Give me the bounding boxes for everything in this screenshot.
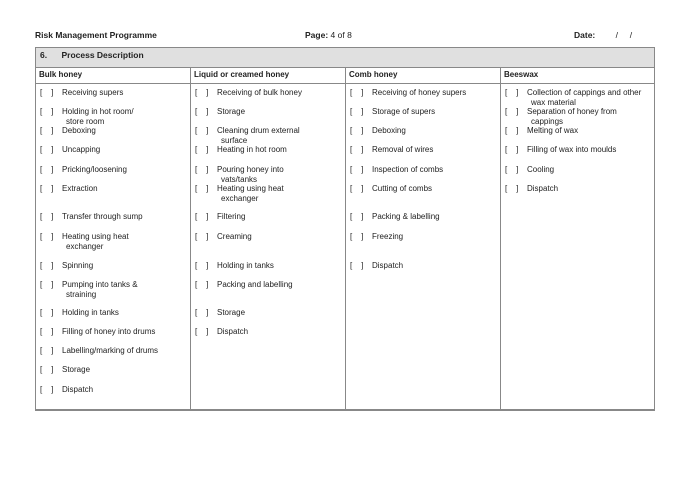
item-label: Pouring honey into [217,165,284,174]
checkbox-icon[interactable]: [ ] [505,145,519,154]
item-label: Inspection of combs [372,165,444,174]
checkbox-icon[interactable]: [ ] [350,107,364,116]
checklist-item[interactable] [505,107,650,126]
item-label: Extraction [62,184,98,193]
checklist-item[interactable] [350,107,496,117]
date-field [574,30,632,40]
item-label: Heating in hot room [217,145,287,154]
item-label: Holding in hot room/ [62,107,134,116]
checkbox-icon[interactable]: [ ] [505,88,519,97]
checklist-item[interactable] [505,184,650,194]
item-label: Cooling [527,165,555,174]
checklist-item[interactable] [350,184,496,194]
column-heading: Beeswax [501,68,654,84]
column-bulk-honey [36,68,191,409]
checklist-item[interactable] [350,126,496,136]
item-label: Cleaning drum external [217,126,300,135]
item-label-continued: exchanger [221,194,259,203]
checkbox-icon[interactable]: [ ] [350,145,364,154]
checkbox-icon[interactable]: [ ] [40,107,54,116]
item-label: Dispatch [527,184,559,193]
section-header [36,48,654,68]
page-label: Page: [305,30,329,40]
item-label: Cutting of combs [372,184,433,193]
checkbox-icon[interactable]: [ ] [195,308,209,317]
column-heading: Bulk honey [36,68,190,84]
checklist-item[interactable] [40,126,186,136]
checkbox-icon[interactable]: [ ] [195,232,209,241]
checkbox-icon[interactable]: [ ] [505,107,519,116]
item-label: Removal of wires [372,145,434,154]
item-label: Deboxing [372,126,406,135]
item-label: Holding in tanks [62,308,119,317]
checklist-item[interactable] [195,165,341,184]
item-label: Melting of wax [527,126,579,135]
checklist-item[interactable] [350,232,496,242]
item-label: Freezing [372,232,404,241]
item-label: Separation of honey from [527,107,617,116]
item-label: Storage of supers [372,107,436,116]
checkbox-icon[interactable]: [ ] [40,184,54,193]
checkbox-icon[interactable]: [ ] [40,308,54,317]
checklist-item[interactable] [350,261,496,271]
checkbox-icon[interactable]: [ ] [40,145,54,154]
page-total: 8 [347,30,352,40]
checkbox-icon[interactable]: [ ] [195,212,209,221]
item-label: Spinning [62,261,94,270]
item-label: Storage [217,107,246,116]
checklist-item[interactable] [40,385,186,395]
checklist-item[interactable] [40,308,186,318]
checklist-item[interactable] [195,261,341,271]
checklist-item[interactable] [195,308,341,318]
item-label: Receiving supers [62,88,124,97]
item-label: Receiving of honey supers [372,88,467,97]
section-title: Process Description [61,50,144,60]
checkbox-icon[interactable]: [ ] [195,145,209,154]
checkbox-icon[interactable]: [ ] [350,126,364,135]
item-label: Uncapping [62,145,101,154]
item-label-continued: wax material [531,98,576,107]
checkbox-icon[interactable]: [ ] [40,126,54,135]
checkbox-icon[interactable]: [ ] [40,212,54,221]
checkbox-icon[interactable]: [ ] [505,184,519,193]
checkbox-icon[interactable]: [ ] [40,280,54,289]
checkbox-icon[interactable]: [ ] [40,346,54,355]
checklist-item[interactable] [350,88,496,98]
item-label: Packing & labelling [372,212,440,221]
checkbox-icon[interactable]: [ ] [195,280,209,289]
date-label: Date: [574,30,596,40]
item-label: Pricking/loosening [62,165,127,174]
item-label: Filling of honey into drums [62,327,156,336]
item-label-continued: exchanger [66,242,104,251]
checklist-item[interactable] [40,280,186,299]
checkbox-icon[interactable]: [ ] [505,126,519,135]
item-label: Heating using heat [217,184,284,193]
date-value[interactable]: / / [615,30,633,40]
page-of: of [337,30,345,40]
item-label: Deboxing [62,126,96,135]
item-label: Filling of wax into moulds [527,145,617,154]
checklist-item[interactable] [40,184,186,194]
item-label-continued: cappings [531,117,564,126]
checklist-item[interactable] [195,280,341,290]
checklist-item[interactable] [195,126,341,145]
checklist-item[interactable] [40,145,186,155]
checklist-item[interactable] [350,212,496,222]
item-label-continued: store room [66,117,105,126]
checklist-item[interactable] [195,88,341,98]
column-heading: Comb honey [346,68,500,84]
item-label-continued: surface [221,136,248,145]
column-comb-honey [346,68,501,409]
column-heading: Liquid or creamed honey [191,68,345,84]
checkbox-icon[interactable]: [ ] [195,261,209,270]
checkbox-icon[interactable]: [ ] [40,88,54,97]
checklist-item[interactable] [505,165,650,175]
checkbox-icon[interactable]: [ ] [195,107,209,116]
checklist-item[interactable] [40,346,186,356]
column-beeswax [501,68,654,409]
section-number: 6. [40,50,48,60]
checkbox-icon[interactable]: [ ] [40,327,54,336]
checklist-item[interactable] [40,107,186,126]
checkbox-icon[interactable]: [ ] [350,232,364,241]
checkbox-icon[interactable]: [ ] [40,365,54,374]
checkbox-icon[interactable]: [ ] [350,184,364,193]
item-label: Transfer through sump [62,212,143,221]
item-label: Storage [62,365,91,374]
item-label: Heating using heat [62,232,129,241]
checklist-item[interactable] [505,126,650,136]
checklist-item[interactable] [195,107,341,117]
item-label: Storage [217,308,246,317]
item-label: Holding in tanks [217,261,274,270]
checkbox-icon[interactable]: [ ] [505,165,519,174]
checklist-item[interactable] [195,212,341,222]
item-label-continued: straining [66,290,97,299]
page-indicator [305,30,352,40]
checkbox-icon[interactable]: [ ] [40,165,54,174]
item-label: Receiving of bulk honey [217,88,302,97]
item-label: Dispatch [217,327,249,336]
item-label: Packing and labelling [217,280,293,289]
checklist-item[interactable] [40,327,186,337]
checkbox-icon[interactable]: [ ] [350,88,364,97]
checklist-item[interactable] [195,184,341,203]
checklist-item[interactable] [40,212,186,222]
checklist-item[interactable] [40,88,186,98]
checkbox-icon[interactable]: [ ] [195,327,209,336]
checkbox-icon[interactable]: [ ] [40,261,54,270]
item-label: Dispatch [372,261,404,270]
checkbox-icon[interactable]: [ ] [350,261,364,270]
checklist-item[interactable] [350,165,496,175]
page-number: 4 [330,30,336,40]
item-label: Filtering [217,212,246,221]
checkbox-icon[interactable]: [ ] [195,165,209,174]
checklist-item[interactable] [350,145,496,155]
checklist-item[interactable] [40,232,186,251]
document-title: Risk Management Programme [35,30,157,40]
checklist-item[interactable] [505,145,650,155]
item-label: Creaming [217,232,252,241]
checkbox-icon[interactable]: [ ] [350,165,364,174]
checkbox-icon[interactable]: [ ] [195,88,209,97]
checkbox-icon[interactable]: [ ] [195,184,209,193]
checklist-item[interactable] [40,165,186,175]
process-table [35,47,655,411]
checklist-item[interactable] [40,261,186,271]
checklist-item[interactable] [195,145,341,155]
checkbox-icon[interactable]: [ ] [40,232,54,241]
item-label: Dispatch [62,385,94,394]
checkbox-icon[interactable]: [ ] [195,126,209,135]
item-label: Collection of cappings and other [527,88,642,97]
checkbox-icon[interactable]: [ ] [350,212,364,221]
item-label: Pumping into tanks & [62,280,138,289]
checklist-item[interactable] [195,232,341,242]
checklist-item[interactable] [40,365,186,375]
column-liquid-or-creamed-honey [191,68,346,409]
item-label-continued: vats/tanks [221,175,258,184]
checkbox-icon[interactable]: [ ] [40,385,54,394]
checklist-item[interactable] [195,327,341,337]
checklist-item[interactable] [505,88,650,107]
item-label: Labelling/marking of drums [62,346,159,355]
